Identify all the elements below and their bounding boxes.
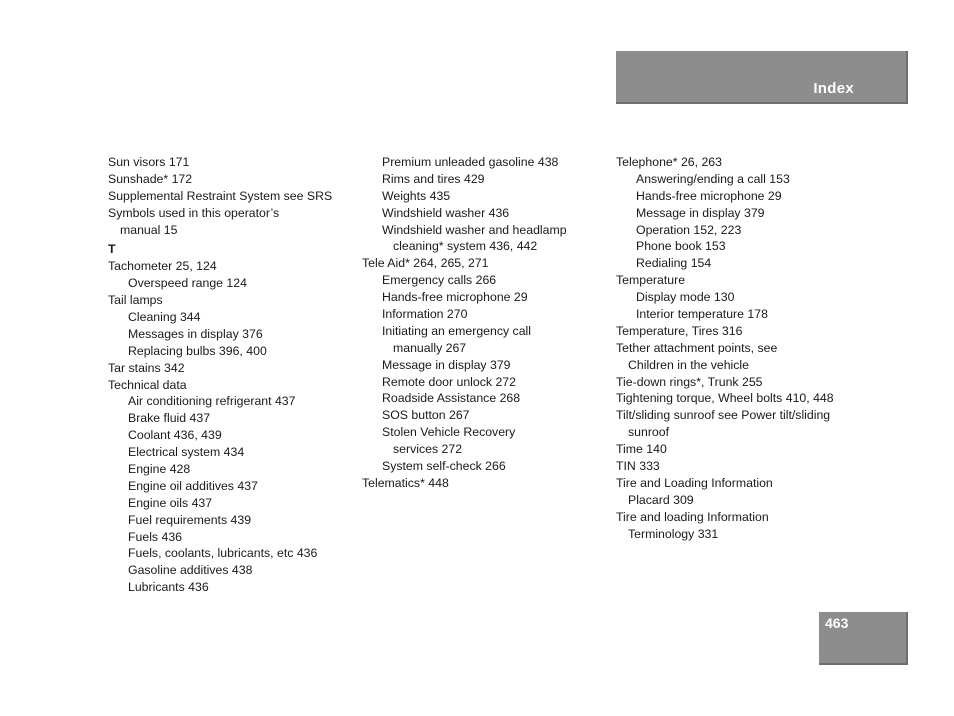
index-subentry: Roadside Assistance 268 [382, 391, 521, 406]
index-subentry: Information 270 [382, 307, 468, 322]
index-entry: Tar stains 342 [108, 360, 185, 375]
index-subentry: Engine oils 437 [128, 495, 213, 510]
index-subentry: Fuels, coolants, lubricants, etc 436 [128, 546, 318, 561]
index-entry: Tachometer 25, 124 [108, 259, 217, 274]
index-subentry: Cleaning 344 [128, 310, 201, 325]
index-entry: Tilt/sliding sunroof see Power tilt/sliding [616, 408, 831, 423]
index-subentry: Overspeed range 124 [128, 276, 247, 291]
index-subentry: Emergency calls 266 [382, 273, 497, 288]
index-letter-heading: T [108, 242, 116, 257]
index-subentry: services 272 [393, 442, 463, 457]
index-entry: Tire and loading Information [616, 509, 769, 524]
index-subentry: Premium unleaded gasoline 438 [382, 155, 559, 169]
index-column-3 [616, 154, 866, 542]
index-subentry: Operation 152, 223 [636, 222, 742, 237]
index-subentry: manually 267 [393, 340, 467, 355]
index-subentry: Windshield washer 436 [382, 205, 510, 220]
index-subentry: Message in display 379 [636, 205, 765, 220]
index-entry: Temperature, Tires 316 [616, 323, 743, 338]
index-entry: Tele Aid* 264, 265, 271 [362, 256, 489, 271]
index-subentry: Electrical system 434 [128, 445, 245, 460]
index-subentry: Messages in display 376 [128, 326, 263, 341]
index-subentry: Placard 309 [628, 492, 694, 507]
index-subentry: Weights 435 [382, 188, 451, 203]
index-subentry: Terminology 331 [628, 526, 719, 541]
index-subentry: Coolant 436, 439 [128, 428, 222, 443]
index-subentry: Hands-free microphone 29 [382, 290, 528, 305]
index-entry: Tire and Loading Information [616, 475, 773, 490]
index-subentry: Air conditioning refrigerant 437 [128, 394, 296, 409]
index-entry: TIN 333 [616, 459, 660, 474]
index-subentry: cleaning* system 436, 442 [393, 239, 538, 254]
index-entry: Time 140 [616, 442, 667, 457]
page-number-tab [819, 612, 908, 665]
index-entry: Technical data [108, 377, 187, 392]
index-subentry: Windshield washer and headlamp [382, 222, 567, 237]
index-entry: Sunshade* 172 [108, 171, 193, 186]
index-column-2 [362, 154, 607, 492]
index-subentry: SOS button 267 [382, 408, 470, 423]
index-subentry: Stolen Vehicle Recovery [382, 425, 516, 440]
index-entry: Temperature [616, 273, 686, 288]
index-entry: Symbols used in this operator’s [108, 205, 280, 220]
index-entry: Tightening torque, Wheel bolts 410, 448 [616, 391, 834, 406]
index-subentry: Message in display 379 [382, 357, 511, 372]
index-subentry: manual 15 [120, 222, 178, 237]
index-entry: Telematics* 448 [362, 475, 449, 490]
index-subentry: Fuels 436 [128, 529, 183, 544]
index-subentry: Children in the vehicle [628, 357, 749, 372]
page-number: 463 [825, 615, 849, 631]
index-column-1 [108, 154, 353, 596]
index-entry: Tail lamps [108, 293, 163, 308]
index-subentry: sunroof [628, 425, 670, 440]
index-subentry: Engine oil additives 437 [128, 478, 258, 493]
index-subentry: Gasoline additives 438 [128, 563, 253, 578]
index-subentry: Hands-free microphone 29 [636, 188, 782, 203]
index-subentry: Initiating an emergency call [382, 323, 532, 338]
index-entry: Tether attachment points, see [616, 340, 778, 355]
index-subentry: Engine 428 [128, 462, 191, 477]
index-subentry: Phone book 153 [636, 239, 726, 254]
index-entry: Telephone* 26, 263 [616, 155, 722, 169]
section-header-tab [616, 51, 908, 104]
index-subentry: Interior temperature 178 [636, 307, 768, 322]
index-subentry: Answering/ending a call 153 [636, 171, 790, 186]
index-entry: Sun visors 171 [108, 155, 190, 169]
index-subentry: Fuel requirements 439 [128, 512, 252, 527]
index-subentry: Lubricants 436 [128, 580, 209, 595]
index-subentry: Rims and tires 429 [382, 171, 485, 186]
index-subentry: Replacing bulbs 396, 400 [128, 343, 267, 358]
index-subentry: Remote door unlock 272 [382, 374, 516, 389]
index-subentry: System self-check 266 [382, 459, 506, 474]
index-entry: Tie-down rings*, Trunk 255 [616, 374, 763, 389]
index-entry: Supplemental Restraint System see SRS [108, 188, 333, 203]
section-title: Index [813, 80, 854, 97]
index-subentry: Redialing 154 [636, 256, 712, 271]
index-subentry: Display mode 130 [636, 290, 735, 305]
index-subentry: Brake fluid 437 [128, 411, 211, 426]
